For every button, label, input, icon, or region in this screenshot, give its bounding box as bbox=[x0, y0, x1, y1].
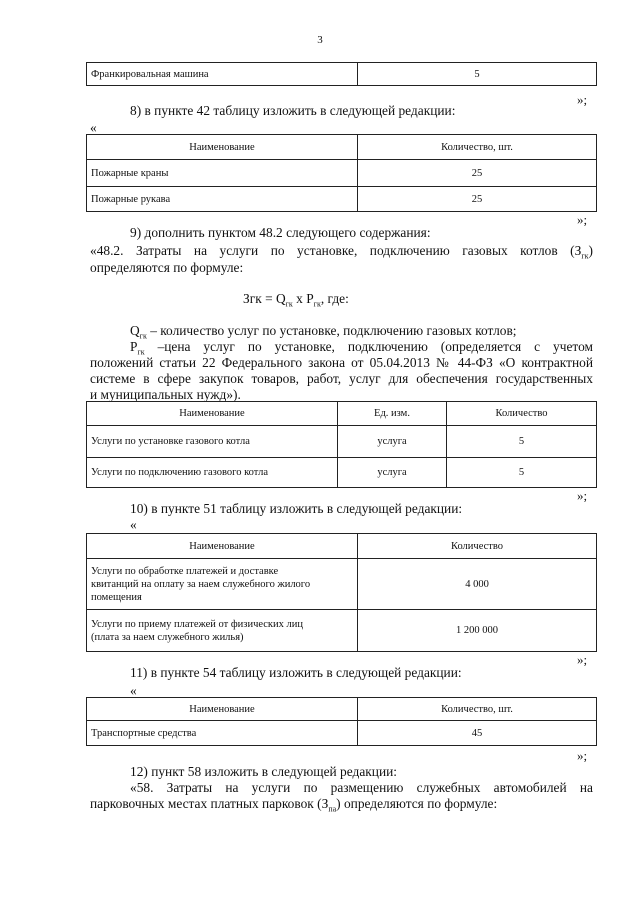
table-row bbox=[87, 426, 597, 458]
table-cell-name: Транспортные средства bbox=[87, 721, 358, 746]
table-cell-name: Услуги по установке газового котла bbox=[87, 426, 338, 458]
table-cell-name: Франкировальная машина bbox=[87, 63, 358, 86]
open-quote: « bbox=[130, 517, 137, 532]
header-qty: Количество bbox=[358, 534, 597, 559]
header-qty: Количество, шт. bbox=[358, 698, 597, 721]
item-9-intro: 9) дополнить пунктом 48.2 следующего содержания: bbox=[130, 225, 431, 240]
table-row bbox=[87, 610, 597, 652]
table-cell-qty: 25 bbox=[358, 187, 597, 212]
table-header-row bbox=[87, 534, 597, 559]
table-row bbox=[87, 721, 597, 746]
item-9-paragraph: «48.2. Затраты на услуги по установке, подключению газовых котлов $(З_{гк})$ bbox=[90, 243, 593, 261]
gas-boiler-table bbox=[86, 401, 597, 488]
table-row bbox=[87, 458, 597, 488]
table-row bbox=[87, 63, 597, 86]
close-quote: »; bbox=[577, 212, 588, 227]
item-11-text: 11) в пункте 54 таблицу изложить в следующей редакции: bbox=[130, 665, 462, 680]
item-9-paragraph-line2: определяются по формуле: bbox=[90, 260, 244, 275]
item-12-line2: парковочных местах платных парковок $(З_{па})$ определяются по формуле: bbox=[90, 796, 498, 814]
item-12-intro: 12) пункт 58 изложить в следующей редакции: bbox=[130, 764, 398, 779]
table-row bbox=[87, 559, 597, 610]
fire-equipment-table bbox=[86, 134, 597, 212]
table-cell-unit: услуга bbox=[338, 426, 447, 458]
table-cell-qty: 1 200 000 bbox=[358, 610, 597, 652]
definition-p-line1: $P_{гк}$ –цена услуг по установке, подключению (определяется с учетом bbox=[130, 339, 593, 357]
definition-p-line4: и муниципальных нужд»). bbox=[90, 387, 241, 402]
table-cell-name: Пожарные краны bbox=[87, 160, 358, 187]
item-10-text: 10) в пункте 51 таблицу изложить в следующей редакции: bbox=[130, 501, 463, 516]
header-name: Наименование bbox=[87, 402, 338, 426]
table-row bbox=[87, 160, 597, 187]
header-qty: Количество, шт. bbox=[358, 135, 597, 160]
table-cell-qty: 5 bbox=[358, 63, 597, 86]
close-quote: »; bbox=[577, 488, 588, 503]
close-quote: »; bbox=[577, 652, 588, 667]
table-cell-name: Пожарные рукава bbox=[87, 187, 358, 212]
definition-q: $Q_{гк}$ – количество услуг по установке, подключению газовых котлов; bbox=[130, 323, 517, 341]
table-header-row bbox=[87, 135, 597, 160]
table-cell-qty: 4 000 bbox=[358, 559, 597, 610]
header-name: Наименование bbox=[87, 698, 358, 721]
header-qty: Количество bbox=[447, 402, 597, 426]
definition-p-line3: системе в сфере закупок товаров, работ, услуг для обеспечения государственных bbox=[90, 371, 593, 386]
table-header-row bbox=[87, 402, 597, 426]
page-number: 3 bbox=[317, 34, 323, 46]
table-cell-qty: 5 bbox=[447, 426, 597, 458]
table-cell-name: Услуги по обработке платежей и доставке квитанций на оплату за наем служебного жилого помещения bbox=[87, 559, 358, 610]
open-quote: « bbox=[90, 120, 97, 135]
table-cell-qty: 45 bbox=[358, 721, 597, 746]
item-12-line1: «58. Затраты на услуги по размещению служебных автомобилей на bbox=[130, 780, 593, 795]
header-name: Наименование bbox=[87, 135, 358, 160]
franking-machine-table bbox=[86, 62, 597, 86]
close-quote: »; bbox=[577, 92, 588, 107]
close-quote: »; bbox=[577, 748, 588, 763]
item-8-text: 8) в пункте 42 таблицу изложить в следующей редакции: bbox=[130, 103, 456, 118]
header-name: Наименование bbox=[87, 534, 358, 559]
header-unit: Ед. изм. bbox=[338, 402, 447, 426]
table-header-row bbox=[87, 698, 597, 721]
vehicles-table bbox=[86, 697, 597, 746]
payments-table bbox=[86, 533, 597, 652]
table-cell-name: Услуги по приему платежей от физических лиц (плата за наем служебного жилья) bbox=[87, 610, 358, 652]
table-cell-name: Услуги по подключению газового котла bbox=[87, 458, 338, 488]
formula: Згк = $Q_{гк}$ x $P_{гк}$, где: bbox=[243, 291, 349, 309]
table-row bbox=[87, 187, 597, 212]
open-quote: « bbox=[130, 683, 137, 698]
definition-p-line2: положений статьи 22 Федерального закона от 05.04.2013 № 44-ФЗ «О контрактной bbox=[90, 355, 593, 370]
table-cell-unit: услуга bbox=[338, 458, 447, 488]
table-cell-qty: 25 bbox=[358, 160, 597, 187]
table-cell-qty: 5 bbox=[447, 458, 597, 488]
